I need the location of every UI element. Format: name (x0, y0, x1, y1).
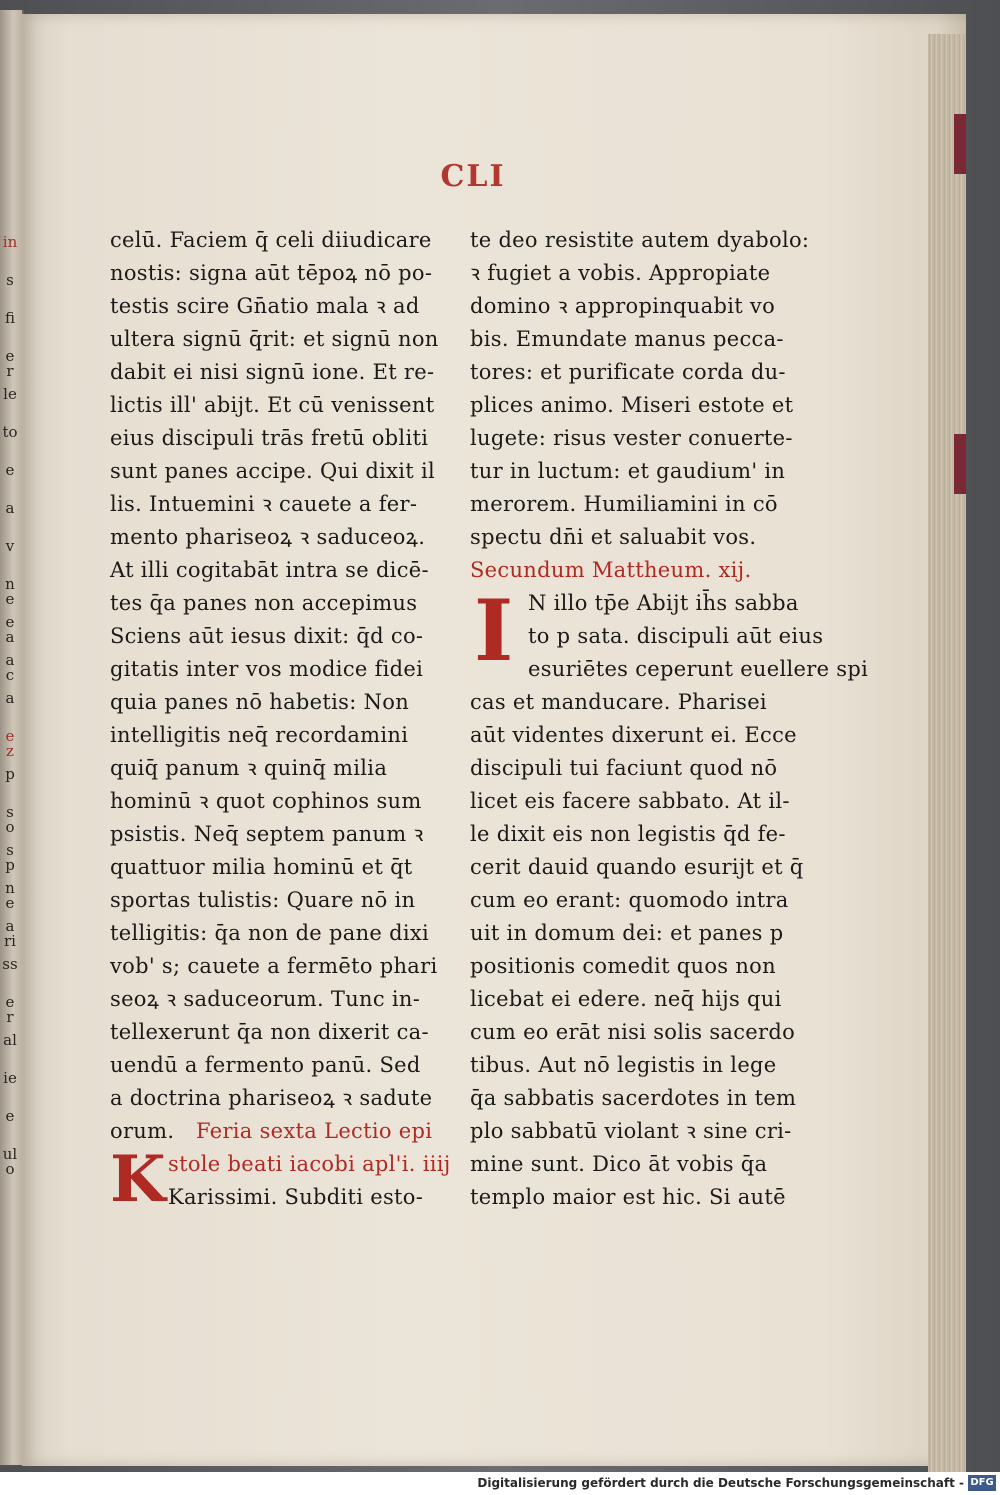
gutter-text-fragment: p (5, 765, 15, 783)
text-line: lictis ill' abijt. Et cū venissent (110, 393, 435, 417)
text-line: licet eis facere sabbato. At il- (470, 789, 790, 813)
gutter-text-fragment: so (5, 803, 15, 836)
text-line: testis scire Gn̄atio mala ꝛ ad (110, 294, 420, 318)
text-line: hominū ꝛ quot cophinos sum (110, 789, 422, 813)
gutter-text-fragment: ari (4, 917, 16, 950)
text-line: sportas tulistis: Quare nō in (110, 888, 416, 912)
text-line: psistis. Neq̄ septem panum ꝛ (110, 822, 424, 846)
dfg-logo: DFG (968, 1475, 996, 1491)
text-line: telligitis: q̄a non de pane dixi (110, 921, 430, 945)
initial-letter-k: K (110, 1142, 166, 1217)
text-line: nostis: signa aūt tēpoꝝ nō po- (110, 261, 433, 285)
rubric-heading: Secundum Mattheum. xij. (470, 558, 752, 582)
text-line: mine sunt. Dico āt vobis q̄a (470, 1152, 768, 1176)
previous-page-edge (0, 10, 24, 1465)
text-line: tur in luctum: et gaudium' in (470, 459, 786, 483)
text-line: licebat ei edere. neq̄ hijs qui (470, 987, 782, 1011)
text-line: At illi cogitabāt intra se dicē- (110, 558, 429, 582)
text-line: ꝛ fugiet a vobis. Appropiate (470, 261, 771, 285)
rubric-line: Feria sexta Lectio epi (196, 1119, 433, 1143)
text-line: gitatis inter vos modice fidei (110, 657, 424, 681)
gutter-text-fragment: e (5, 461, 15, 479)
gutter-text-fragment: e (5, 1107, 15, 1125)
text-line: ultera signū q̄rit: et signū non (110, 327, 439, 351)
gutter-text-fragment: fi (4, 309, 15, 327)
gutter-text-fragment: ne (5, 575, 15, 608)
text-line: lugete: risus vester conuerte- (470, 426, 793, 450)
text-line: to p sata. discipuli aūt eius (528, 624, 824, 648)
text-line: tes q̄a panes non accepimus (110, 591, 418, 615)
gutter-text-fragment: ne (5, 879, 15, 912)
page-stack-edge (928, 34, 966, 1479)
text-line: le dixit eis non legistis q̄d fe- (470, 822, 786, 846)
text-line: intelligitis neq̄ recordamini (110, 723, 409, 747)
text-line: eius discipuli trās fretū obliti (110, 426, 429, 450)
footer-bar (0, 1472, 1000, 1495)
gutter-text-fragment: er (5, 347, 15, 380)
gutter-text-fragment: s (6, 271, 14, 289)
rubric-line: stole beati iacobi apl'i. iiij (168, 1152, 451, 1176)
gutter-text-fragment: ac (5, 651, 15, 684)
text-line: templo maior est hic. Si autē (470, 1185, 786, 1209)
gutter-text-fragment: ie (3, 1069, 17, 1087)
text-line: cum eo erāt nisi solis sacerdo (470, 1020, 796, 1044)
text-line: N illo tp̄e Abijt ih̄s sabba (528, 591, 799, 615)
text-line: uendū a fermento panū. Sed (110, 1053, 421, 1077)
gutter-text-fragment: a (5, 499, 15, 517)
left-text-column (110, 224, 465, 1217)
text-line: merorem. Humiliamini in cō (470, 492, 778, 516)
text-line: uit in domum dei: et panes p (470, 921, 784, 945)
text-line: mento phariseoꝝ ꝛ saduceoꝝ. (110, 525, 426, 549)
bookmark-ribbon (954, 434, 966, 494)
text-line: te deo resistite autem dyabolo: (470, 228, 810, 252)
gutter-text-fragment: al (3, 1031, 17, 1049)
text-line: Karissimi. Subditi esto- (168, 1185, 424, 1209)
bookmark-ribbon (954, 114, 966, 174)
text-line: cum eo erant: quomodo intra (470, 888, 789, 912)
text-line: cas et manducare. Pharisei (470, 690, 767, 714)
text-line: a doctrina phariseoꝝ ꝛ sadute (110, 1086, 433, 1110)
text-line: aūt videntes dixerunt ei. Ecce (470, 723, 797, 747)
gutter-text-fragment: le (3, 385, 17, 403)
text-line: domino ꝛ appropinquabit vo (470, 294, 776, 318)
text-line: bis. Emundate manus pecca- (470, 327, 784, 351)
text-line: Sciens aūt iesus dixit: q̄d co- (110, 624, 424, 648)
text-line: tibus. Aut nō legistis in lege (470, 1053, 777, 1077)
gutter-text-fragment: in (2, 233, 18, 251)
text-line: plices animo. Miseri estote et (470, 393, 794, 417)
text-line: discipuli tui faciunt quod nō (470, 756, 778, 780)
initial-letter-i: I (474, 581, 514, 680)
gutter-text-fragment: sp (5, 841, 15, 874)
text-line: tellexerunt q̄a non dixerit ca- (110, 1020, 429, 1044)
text-line: lis. Intuemini ꝛ cauete a fer- (110, 492, 418, 516)
gutter-text-fragment: er (5, 993, 15, 1026)
text-line: q̄a sabbatis sacerdotes in tem (470, 1086, 797, 1110)
text-line: positionis comedit quos non (470, 954, 776, 978)
gutter-text-fragment: a (5, 689, 15, 707)
text-line: quiq̄ panum ꝛ quinq̄ milia (110, 756, 388, 780)
gutter-text-fragment: to (2, 423, 18, 441)
folio-number: CLI (440, 159, 506, 194)
gutter-text-fragment: ea (5, 613, 15, 646)
gutter-text-fragment: ss (2, 955, 18, 973)
right-text-column (470, 224, 869, 1214)
text-line: quattuor milia hominū et q̄t (110, 855, 413, 879)
text-line: orum. (110, 1119, 175, 1143)
gutter-text-fragment: ez (5, 727, 15, 760)
funding-notice: Digitalisierung gefördert durch die Deutsche Forschungsgemeinschaft - (477, 1476, 964, 1490)
text-line: plo sabbatū violant ꝛ sine cri- (470, 1119, 792, 1143)
text-line: vob' s; cauete a fermēto phari (110, 954, 438, 978)
gutter-text-fragment: ulo (2, 1145, 18, 1178)
text-line: cerit dauid quando esurijt et q̄ (470, 855, 804, 879)
book-page (22, 14, 966, 1466)
gutter-text-fragment: v (5, 537, 15, 555)
text-line: tores: et purificate corda du- (470, 360, 786, 384)
text-line: seoꝝ ꝛ saduceorum. Tunc in- (110, 987, 421, 1011)
text-line: dabit ei nisi signū ione. Et re- (110, 360, 435, 384)
text-line: sunt panes accipe. Qui dixit il (110, 459, 435, 483)
text-line: spectu dn̄i et saluabit vos. (470, 525, 757, 549)
text-line: esuriētes ceperunt euellere spi (528, 657, 869, 681)
text-line: quia panes nō habetis: Non (110, 690, 410, 714)
text-line: celū. Faciem q̄ celi diiudicare (110, 228, 432, 252)
